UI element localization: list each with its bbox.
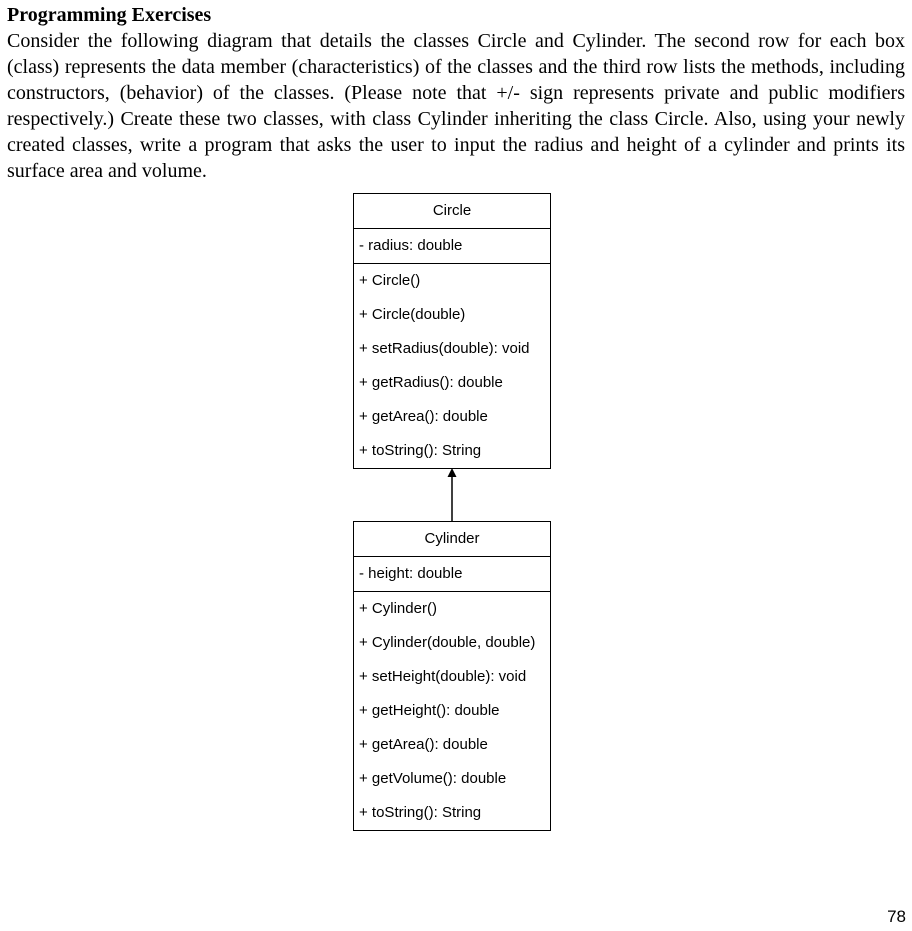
inheritance-arrow — [443, 466, 461, 522]
circle-method: + setRadius(double): void — [359, 340, 530, 357]
circle-class-name: Circle — [354, 194, 550, 229]
circle-attribute: - radius: double — [354, 229, 550, 264]
circle-method: + Circle() — [359, 272, 421, 289]
page-number: 78 — [887, 907, 906, 926]
circle-method: + getRadius(): double — [359, 374, 503, 391]
cylinder-method: + getArea(): double — [359, 736, 488, 753]
cylinder-method: + toString(): String — [359, 804, 482, 821]
cylinder-method: + getVolume(): double — [359, 770, 507, 787]
cylinder-method: + getHeight(): double — [359, 702, 500, 719]
circle-methods — [354, 264, 550, 468]
cylinder-method: + setHeight(double): void — [359, 668, 527, 685]
inheritance-arrow-head — [448, 468, 457, 477]
cylinder-methods — [354, 592, 550, 830]
circle-class-box — [353, 193, 551, 469]
circle-method: + toString(): String — [359, 442, 482, 459]
cylinder-method: + Cylinder() — [359, 600, 437, 617]
cylinder-method: + Cylinder(double, double) — [359, 634, 536, 651]
section-heading: Programming Exercises — [7, 4, 212, 26]
circle-method: + Circle(double) — [359, 306, 466, 323]
exercise-description: Consider the following diagram that details the classes Circle and Cylinder. The second row for each box (class) represents the data member (characteristics) of the classes and the third row lists the methods, including constructors, (behavior) of the classes. (Please note that +/- sign represents private and public modifiers respectively.) Create these two classes, with class Cylinder inheriting the class Circle. Also, using your newly created classes, write a program that asks the user to input the radius and height of a cylinder and prints its surface area and volume. — [7, 30, 905, 182]
cylinder-attribute: - height: double — [354, 557, 550, 592]
cylinder-class-name: Cylinder — [354, 522, 550, 557]
circle-method: + getArea(): double — [359, 408, 488, 425]
cylinder-class-box — [353, 521, 551, 831]
